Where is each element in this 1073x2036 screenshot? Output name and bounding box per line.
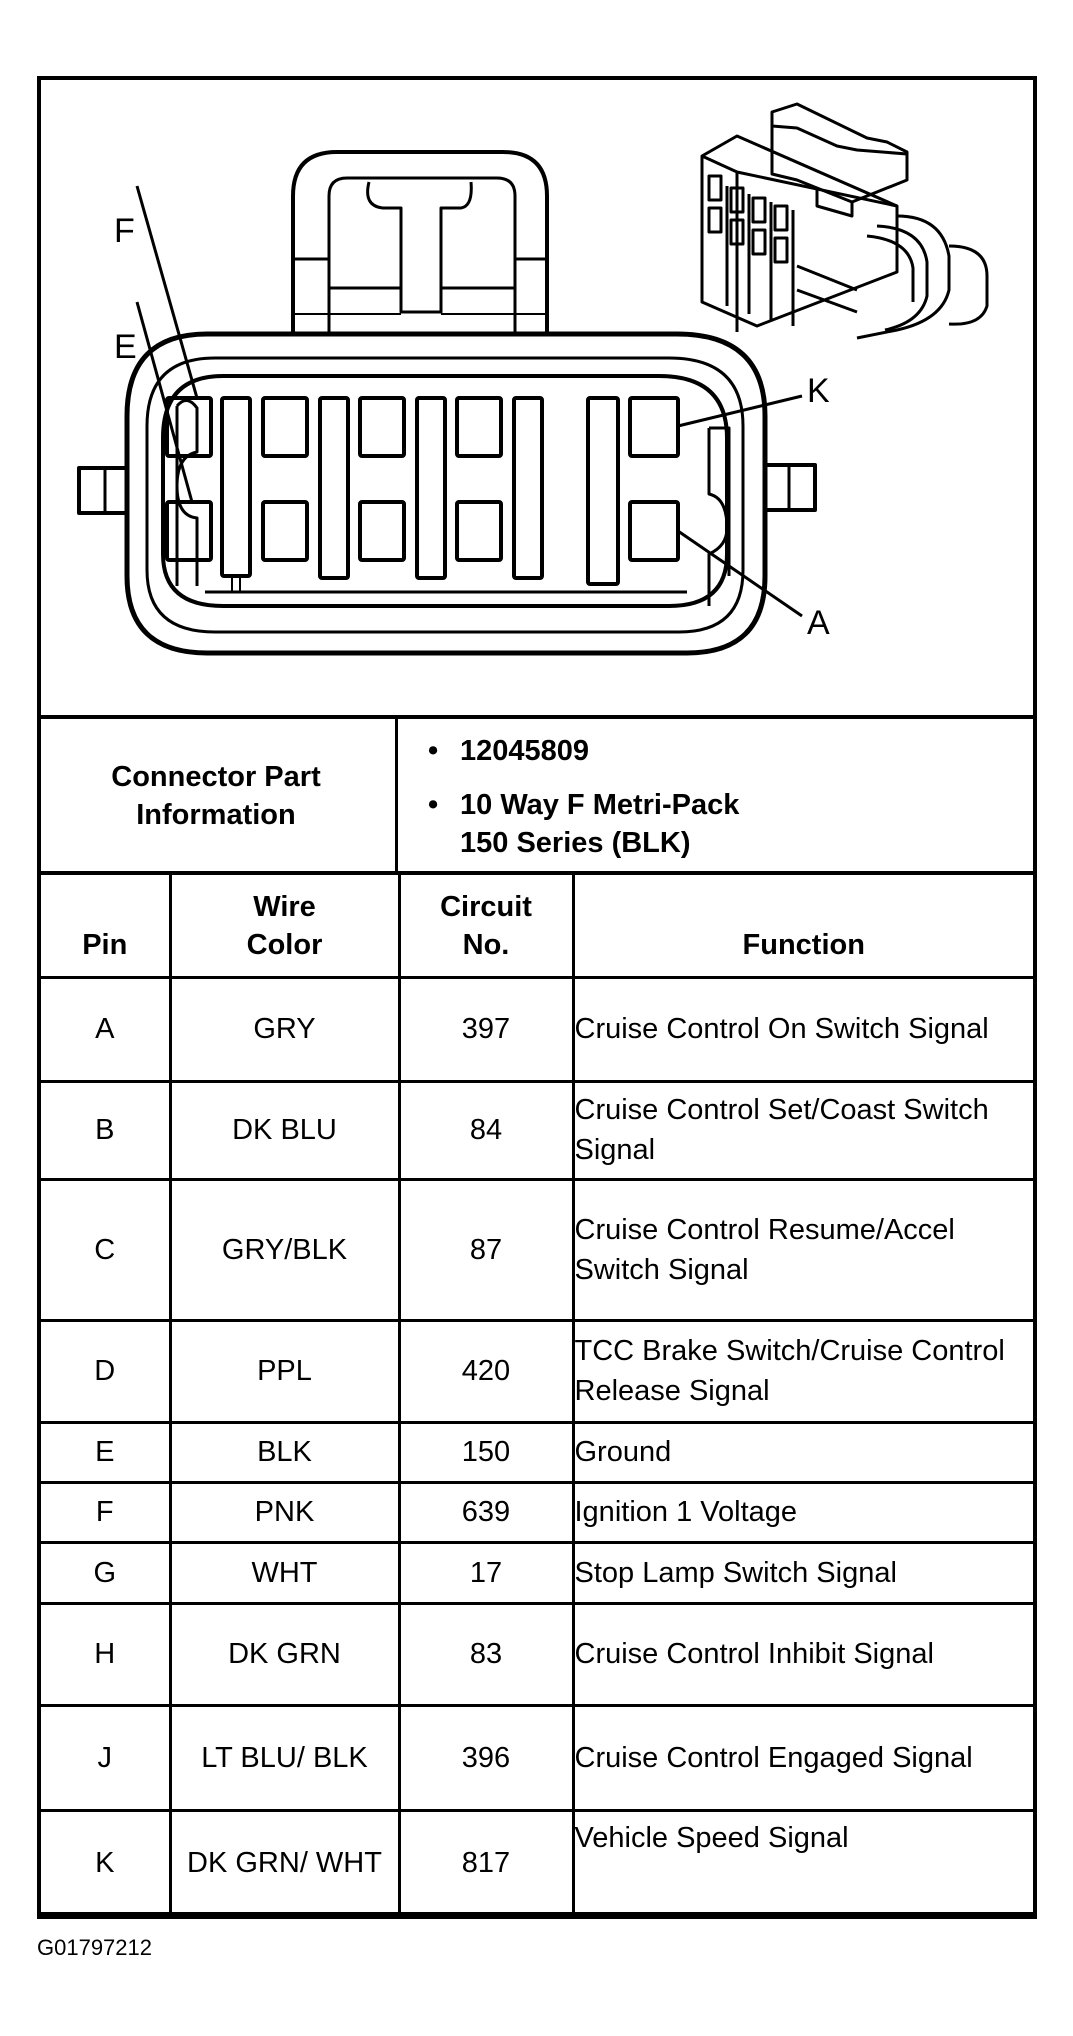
- header-circuit-no: Circuit No.: [399, 873, 573, 977]
- circuit-cell: 83: [399, 1603, 573, 1705]
- pin-cell: F: [39, 1482, 170, 1542]
- function-cell: Cruise Control Resume/Accel Switch Signal: [573, 1179, 1035, 1320]
- function-cell: Vehicle Speed Signal: [573, 1810, 1035, 1917]
- wire-color-cell: GRY: [170, 977, 399, 1081]
- pin-cell: B: [39, 1081, 170, 1179]
- header-function: Function: [573, 873, 1035, 977]
- table-row: [39, 977, 1035, 1081]
- latch-icon: [293, 152, 547, 334]
- function-cell: Cruise Control Engaged Signal: [573, 1705, 1035, 1810]
- connector-info-label-line2: Information: [136, 799, 296, 831]
- pin-cell: G: [39, 1542, 170, 1603]
- table-row: [39, 1422, 1035, 1482]
- callout-a: A: [807, 604, 830, 642]
- isometric-connector-icon: [702, 104, 987, 338]
- connector-description-line2: 150 Series (BLK): [460, 827, 691, 859]
- header-wire-color: Wire Color: [170, 873, 399, 977]
- wire-color-cell: BLK: [170, 1422, 399, 1482]
- circuit-cell: 84: [399, 1081, 573, 1179]
- part-number: [428, 735, 590, 768]
- connector-part-information: [37, 715, 1037, 873]
- table-row: [39, 1179, 1035, 1320]
- function-cell: Ignition 1 Voltage: [573, 1482, 1035, 1542]
- table-row: [39, 1482, 1035, 1542]
- function-cell: Stop Lamp Switch Signal: [573, 1542, 1035, 1603]
- part-number-value: 12045809: [460, 735, 590, 767]
- function-cell: Cruise Control On Switch Signal: [573, 977, 1035, 1081]
- left-tab-icon: [79, 468, 127, 513]
- function-cell: Ground: [573, 1422, 1035, 1482]
- wire-color-cell: PNK: [170, 1482, 399, 1542]
- wire-color-cell: DK GRN/ WHT: [170, 1810, 399, 1917]
- circuit-cell: 17: [399, 1542, 573, 1603]
- wire-color-cell: DK BLU: [170, 1081, 399, 1179]
- wire-color-cell: GRY/BLK: [170, 1179, 399, 1320]
- circuit-cell: 150: [399, 1422, 573, 1482]
- pin-cell: H: [39, 1603, 170, 1705]
- connector-info-label-line1: Connector Part: [111, 761, 321, 793]
- pin-cavities: [167, 398, 678, 584]
- function-cell: Cruise Control Inhibit Signal: [573, 1603, 1035, 1705]
- pin-cell: D: [39, 1320, 170, 1422]
- pinout-table: [37, 871, 1037, 1919]
- callout-e: E: [114, 328, 137, 366]
- connector-face-drawing: [37, 76, 1037, 716]
- connector-diagram: [37, 76, 1037, 716]
- connector-info-values: [398, 719, 1037, 873]
- callout-k: K: [807, 372, 830, 410]
- pin-cell: K: [39, 1810, 170, 1917]
- figure-id: G01797212: [37, 1935, 152, 1960]
- function-cell: Cruise Control Set/Coast Switch Signal: [573, 1081, 1035, 1179]
- table-row: [39, 1705, 1035, 1810]
- circuit-cell: 87: [399, 1179, 573, 1320]
- circuit-cell: 420: [399, 1320, 573, 1422]
- bullet-icon: •: [428, 789, 439, 821]
- wire-color-cell: PPL: [170, 1320, 399, 1422]
- circuit-cell: 817: [399, 1810, 573, 1917]
- connector-info-label: [37, 719, 398, 873]
- table-row: [39, 1542, 1035, 1603]
- table-row: [39, 1320, 1035, 1422]
- circuit-cell: 396: [399, 1705, 573, 1810]
- callout-f: F: [114, 212, 135, 250]
- wire-color-cell: WHT: [170, 1542, 399, 1603]
- pin-cell: E: [39, 1422, 170, 1482]
- circuit-cell: 639: [399, 1482, 573, 1542]
- wire-color-cell: DK GRN: [170, 1603, 399, 1705]
- leader-line-f: [137, 186, 197, 398]
- pin-cell: J: [39, 1705, 170, 1810]
- header-pin: Pin: [39, 873, 170, 977]
- bullet-icon: •: [428, 735, 439, 767]
- circuit-cell: 397: [399, 977, 573, 1081]
- table-header-row: [39, 873, 1035, 977]
- table-row: [39, 1081, 1035, 1179]
- pin-cell: C: [39, 1179, 170, 1320]
- pin-cell: A: [39, 977, 170, 1081]
- wire-color-cell: LT BLU/ BLK: [170, 1705, 399, 1810]
- function-cell: TCC Brake Switch/Cruise Control Release Signal: [573, 1320, 1035, 1422]
- table-row: [39, 1810, 1035, 1917]
- connector-description: [428, 789, 740, 822]
- connector-description-line1: 10 Way F Metri-Pack: [460, 789, 740, 821]
- table-row: [39, 1603, 1035, 1705]
